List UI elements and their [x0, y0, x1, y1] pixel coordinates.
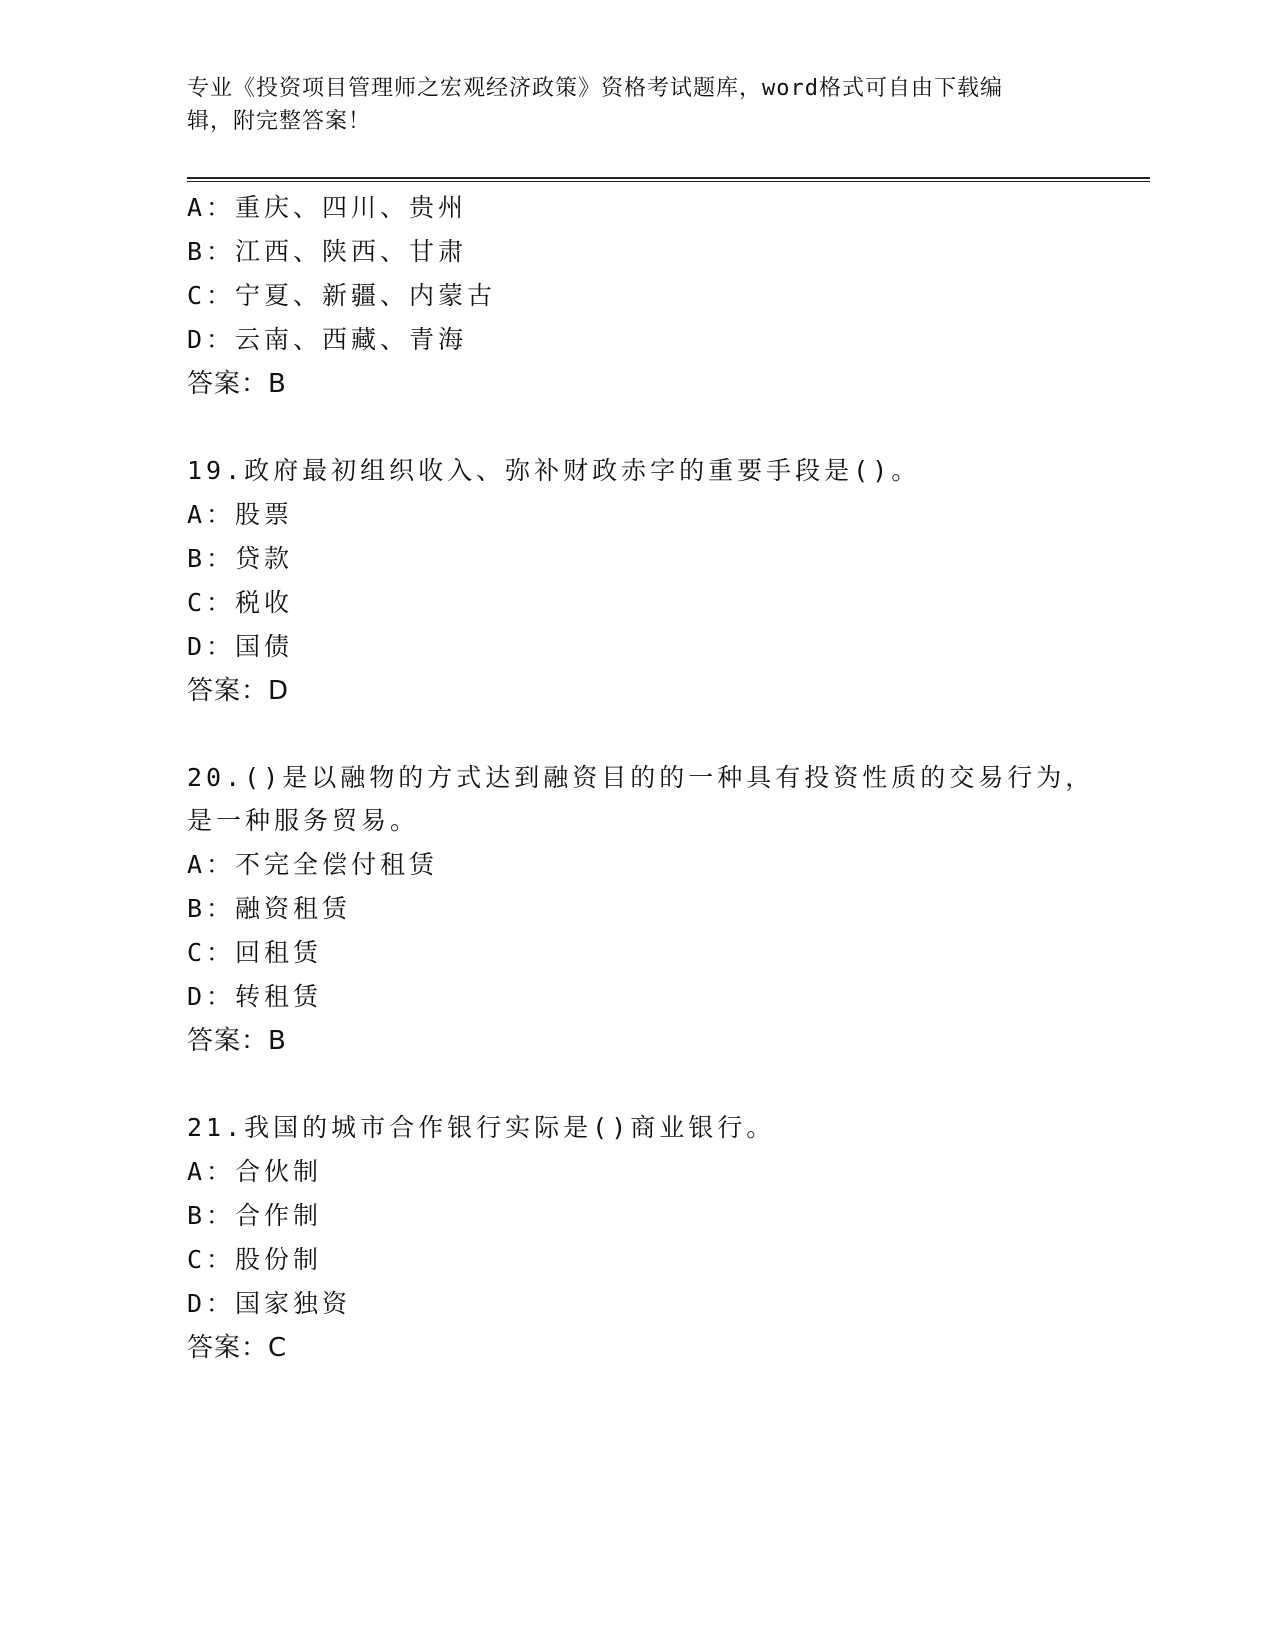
question-20-stem-line-1: 20.()是以融物的方式达到融资目的的一种具有投资性质的交易行为， — [187, 763, 1095, 792]
question-20-stem-line-2: 是一种服务贸易。 — [187, 806, 420, 835]
option-c: C：税收 — [187, 588, 294, 617]
option-b: B：合作制 — [187, 1201, 323, 1230]
option-a: A：股票 — [187, 500, 294, 529]
option-d: D：云南、西藏、青海 — [187, 325, 468, 354]
answer-line: 答案：D — [187, 676, 290, 706]
document-header — [187, 72, 1067, 138]
header-divider-thin — [187, 181, 1150, 182]
answer-line: 答案：C — [187, 1333, 288, 1363]
option-c: C：股份制 — [187, 1245, 323, 1274]
option-d: D：国债 — [187, 632, 294, 661]
option-c: C：回租赁 — [187, 938, 323, 967]
option-a: A：重庆、四川、贵州 — [187, 193, 468, 222]
option-d: D：国家独资 — [187, 1289, 352, 1318]
answer-line: 答案：B — [187, 1026, 287, 1056]
option-c: C：宁夏、新疆、内蒙古 — [187, 281, 497, 310]
answer-line: 答案：B — [187, 369, 287, 399]
option-d: D：转租赁 — [187, 982, 323, 1011]
option-b: B：融资租赁 — [187, 894, 352, 923]
question-21-stem: 21.我国的城市合作银行实际是()商业银行。 — [187, 1113, 776, 1142]
header-line-2: 辑，附完整答案！ — [187, 109, 372, 134]
option-b: B：贷款 — [187, 544, 294, 573]
option-b: B：江西、陕西、甘肃 — [187, 237, 468, 266]
question-19-stem: 19.政府最初组织收入、弥补财政赤字的重要手段是()。 — [187, 456, 921, 485]
option-a: A：合伙制 — [187, 1157, 323, 1186]
header-line-1: 专业《投资项目管理师之宏观经济政策》资格考试题库，word格式可自由下载编 — [187, 76, 1003, 101]
header-divider-thick — [187, 177, 1150, 179]
option-a: A：不完全偿付租赁 — [187, 850, 439, 879]
